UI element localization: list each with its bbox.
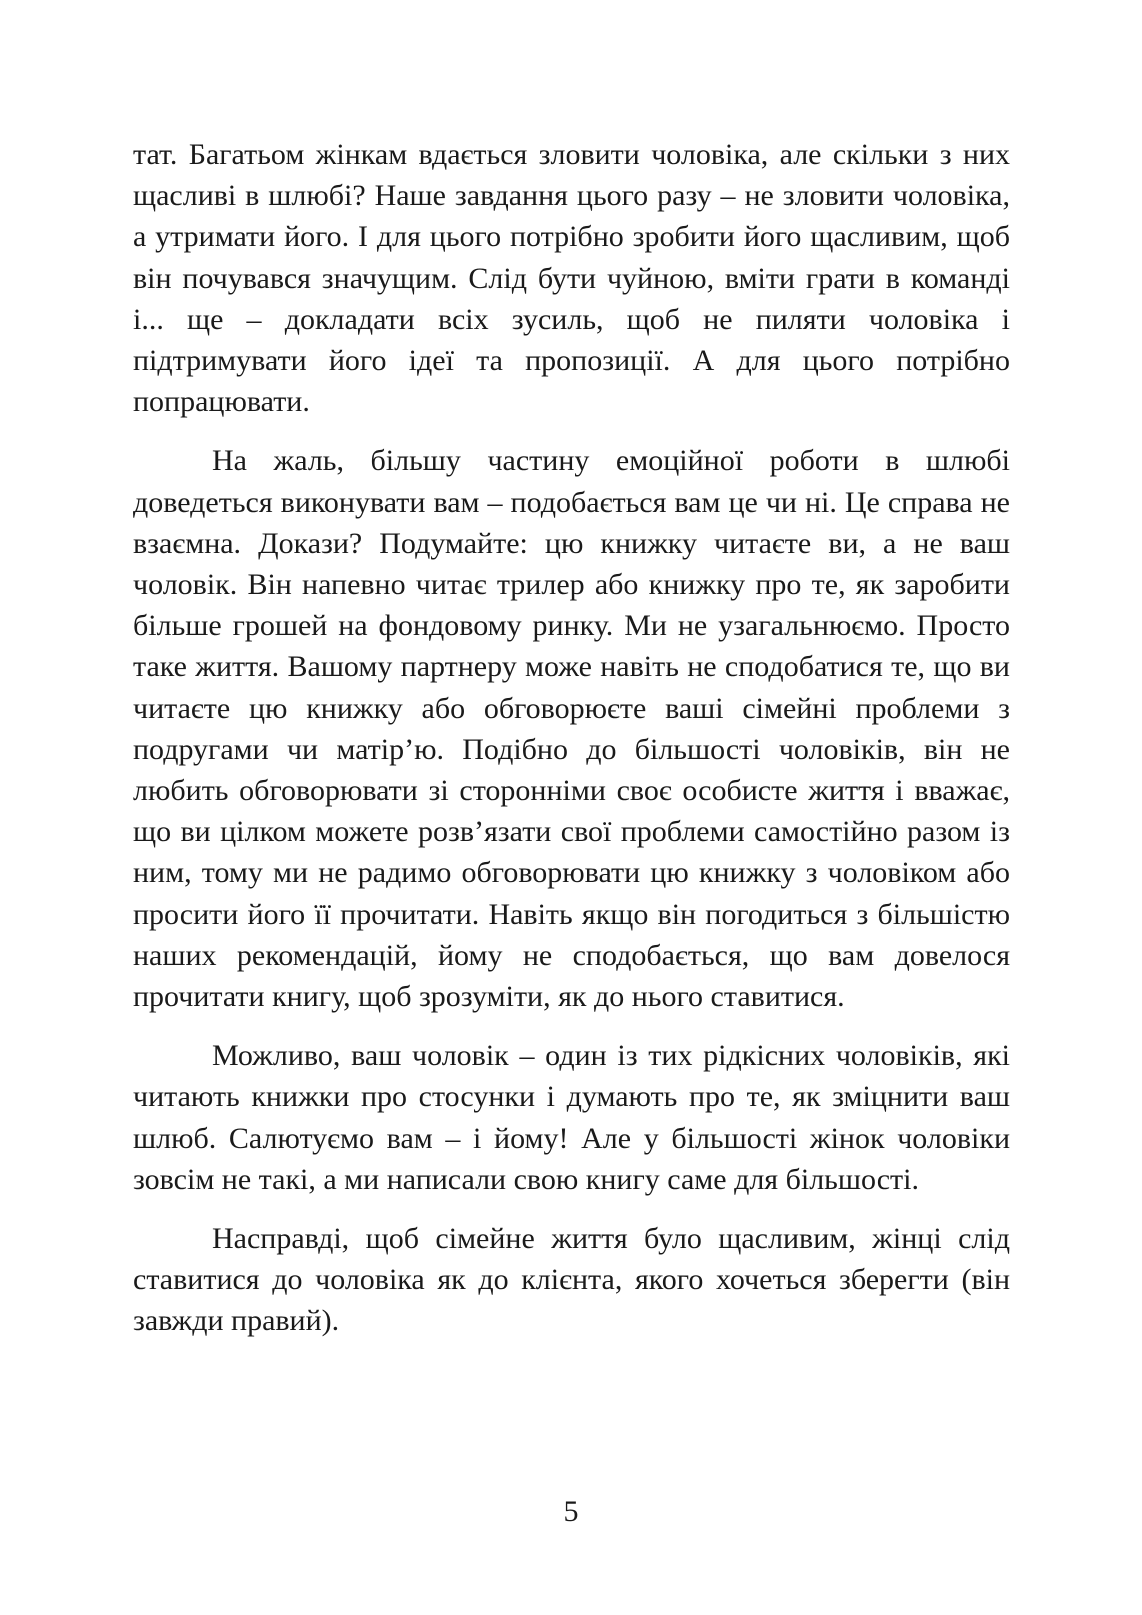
paragraph: На жаль, більшу частину емоційної роботи в шлюбі доведеться виконувати вам – подобається вам це чи ні. Це справа не взаємна. Докази? Подумайте: цю книжку читаєте ви, а не ваш чоловік. Він напевно читає трилер або книжку про те, як заробити більше грошей на фондовому ринку. Ми не узагальнюємо. Просто таке життя. Вашому партнеру може навіть не сподобатися те, що ви читаєте цю книжку або обговорюєте ваші сімейні проблеми з подругами чи матір’ю. Подібно до більшості чоловіків, він не любить обговорювати зі сторонніми своє особисте життя і вважає, що ви цілком можете розв’язати свої проблеми самостійно разом із ним, тому ми не радимо обговорювати цю книжку з чоловіком або просити його її прочитати. Навіть якщо він погодиться з більшістю наших рекомендацій, йому не сподобається, що вам довелося прочитати книгу, щоб зрозуміти, як до нього ставитися. (133, 444, 1010, 1014)
paragraph: Можливо, ваш чоловік – один із тих рідкісних чоловіків, які читають книжки про стосунки і думають про те, як зміцнити ваш шлюб. Салютуємо вам – і йому! Але у більшості жінок чоловіки зовсім не такі, а ми написали свою книгу саме для більшості. (133, 1039, 1010, 1196)
paragraph: Насправді, щоб сімейне життя було щасливим, жінці слід ставитися до чоловіка як до клієнта, якого хочеться зберегти (він завжди правий). (133, 1222, 1010, 1338)
paragraph-continuation: тат. Багатьом жінкам вдається зловити чоловіка, але скільки з них щасливі в шлюбі? Наше завдання цього разу – не зловити чоловіка, а утримати його. І для цього потрібно зробити його щасливим, щоб він почувався значущим. Слід бути чуйною, вміти грати в команді і... ще – докладати всіх зусиль, щоб не пиляти чоловіка і підтримувати його ідеї та пропозиції. А для цього потрібно попрацювати. (133, 138, 1010, 419)
page-number: 5 (563, 1495, 579, 1528)
body-text (133, 134, 1010, 1342)
